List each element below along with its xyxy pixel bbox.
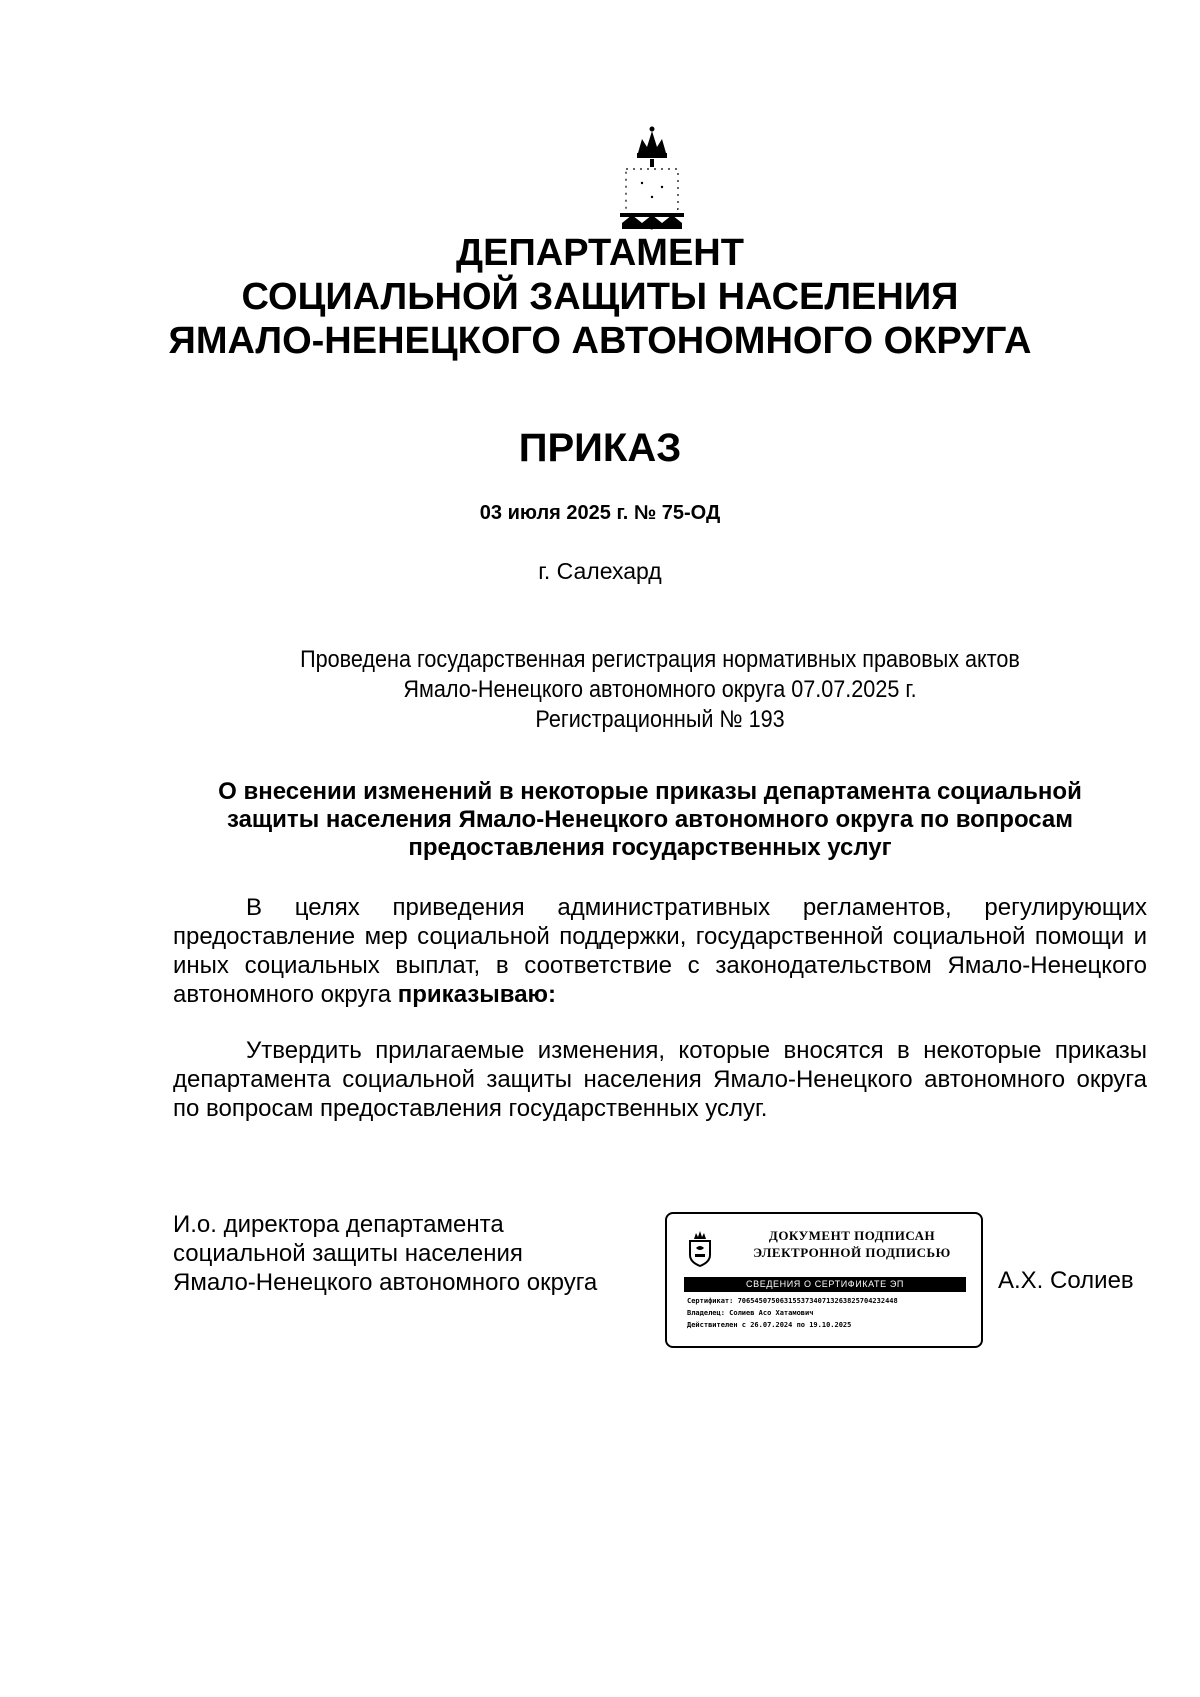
subject-line: О внесении изменений в некоторые приказы департамента социальной: [218, 778, 1082, 805]
registration-line: Проведена государственная регистрация нормативных правовых актов: [300, 646, 1020, 673]
stamp-certificate-details: [687, 1295, 977, 1331]
preamble-text: В целях приведения административных регламентов, регулирующих предоставление мер социальной поддержки, государственной социальной помощи и иных социальных выплат, в соответствие с законодательством Ямало-Ненецкого автономного округа: [173, 894, 1147, 1008]
subject-line: защиты населения Ямало-Ненецкого автономного округа по вопросам: [226, 806, 1074, 833]
position-line: Ямало-Ненецкого автономного округа: [173, 1269, 598, 1296]
stamp-certificate-header: СВЕДЕНИЯ О СЕРТИФИКАТЕ ЭП: [684, 1277, 966, 1292]
document-date-number: 03 июля 2025 г. № 75-ОД: [479, 502, 721, 524]
body-paragraph-order: Утвердить прилагаемые изменения, которые вносятся в некоторые приказы департамента социальной защиты населения Ямало-Ненецкого автономного округа по вопросам предоставления государственных услуг.: [173, 1037, 1147, 1122]
registration-line: Регистрационный № 193: [535, 706, 785, 733]
certificate-number: Сертификат: 70654507506315537340713263825704232448: [687, 1297, 898, 1305]
coat-of-arms-small-icon: [687, 1230, 713, 1268]
position-line: социальной защиты населения: [173, 1240, 523, 1267]
certificate-owner: Владелец: Солиев Асо Хатамович: [687, 1309, 814, 1317]
document-subject: [150, 778, 1150, 862]
stamp-title: [727, 1227, 977, 1261]
organization-line: ДЕПАРТАМЕНТ: [456, 232, 744, 274]
organization-name: [100, 231, 1100, 363]
certificate-validity: Действителен с 26.07.2024 по 19.10.2025: [687, 1321, 852, 1329]
signatory-position: [173, 1210, 597, 1297]
registration-line: Ямало-Ненецкого автономного округа 07.07.2025 г.: [403, 676, 917, 703]
organization-line: ЯМАЛО-НЕНЕЦКОГО АВТОНОМНОГО ОКРУГА: [168, 320, 1032, 362]
document-type: ПРИКАЗ: [518, 426, 682, 470]
stamp-title-line: ДОКУМЕНТ ПОДПИСАН: [768, 1228, 936, 1243]
coat-of-arms-emblem: [612, 125, 692, 237]
subject-line: предоставления государственных услуг: [408, 834, 892, 861]
registration-note: [210, 645, 1110, 735]
position-line: И.о. директора департамента: [173, 1211, 504, 1238]
electronic-signature-stamp: [665, 1212, 983, 1348]
body-paragraph-preamble: [173, 893, 1147, 1009]
order-keyword: приказываю:: [397, 981, 557, 1008]
organization-line: СОЦИАЛЬНОЙ ЗАЩИТЫ НАСЕЛЕНИЯ: [241, 276, 959, 318]
signatory-name: А.Х. Солиев: [998, 1267, 1134, 1294]
stamp-title-line: ЭЛЕКТРОННОЙ ПОДПИСЬЮ: [753, 1245, 951, 1260]
document-city: г. Салехард: [538, 558, 662, 584]
